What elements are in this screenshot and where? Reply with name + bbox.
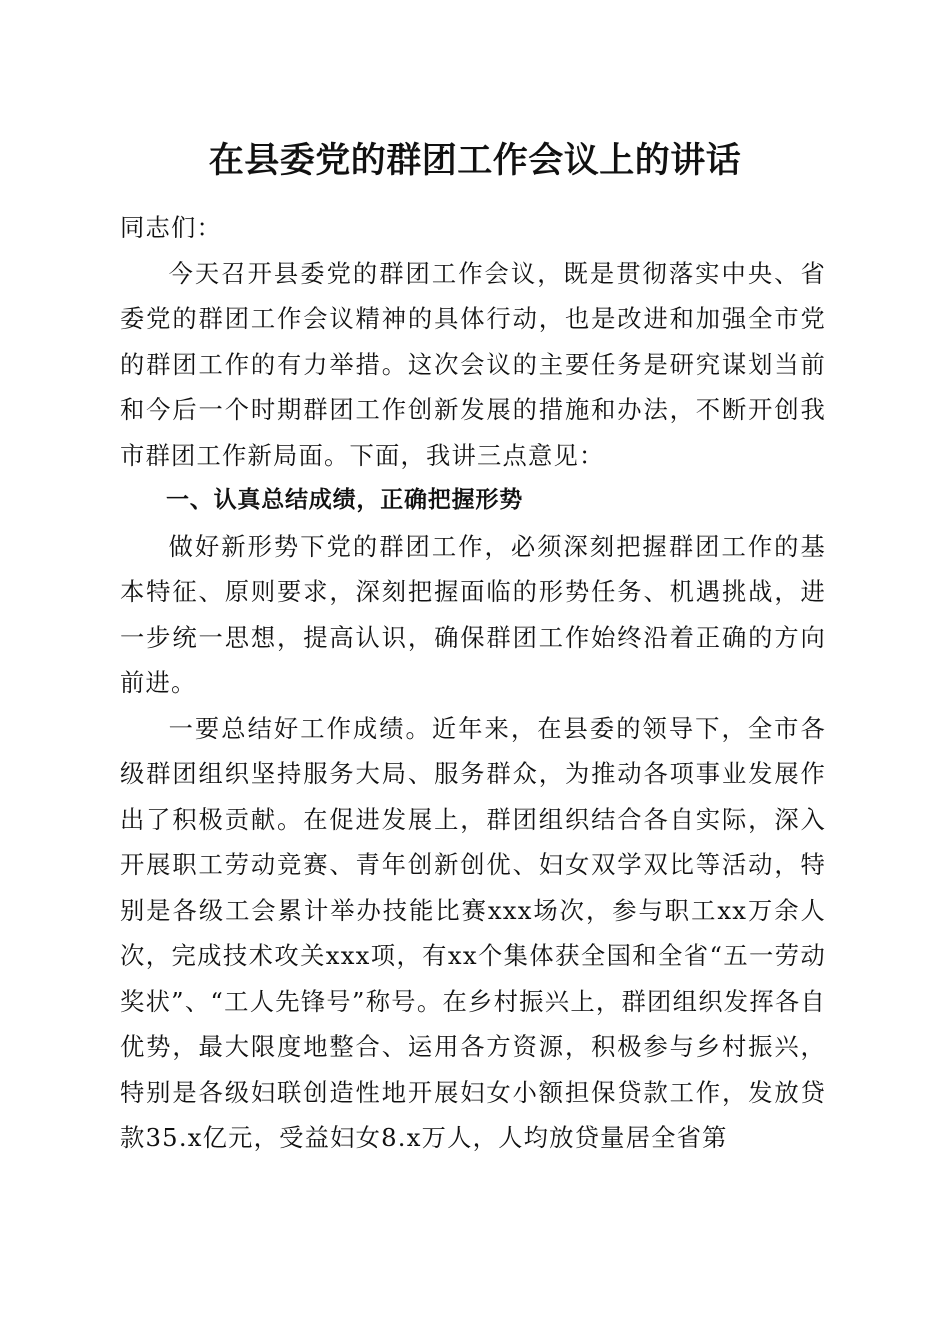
- document-body: [120, 205, 826, 1161]
- section-1-heading: 一、认真总结成绩，正确把握形势: [166, 487, 523, 513]
- section-1-paragraph-2: 一要总结好工作成绩。近年来，在县委的领导下，全市各级群团组织坚持服务大局、服务群众，为推动各项事业发展作出了积极贡献。在促进发展上，群团组织结合各自实际，深入开展职工劳动竞赛、青年创新创优、妇女双学双比等活动，特别是各级工会累计举办技能比赛xxx场次，参与职工xx万余人次，完成技术攻关xxx项，有xx个集体获全国和全省“五一劳动奖状”、“工人先锋号”称号。在乡村振兴上，群团组织发挥各自优势，最大限度地整合、运用各方资源，积极参与乡村振兴，特别是各级妇联创造性地开展妇女小额担保贷款工作，发放贷款35.x亿元，受益妇女8.x万人，人均放贷量居全省第: [120, 713, 826, 1152]
- intro-paragraph: 今天召开县委党的群团工作会议，既是贯彻落实中央、省委党的群团工作会议精神的具体行动，也是改进和加强全市党的群团工作的有力举措。这次会议的主要任务是研究谋划当前和今后一个时期群团工作创新发展的措施和办法，不断开创我市群团工作新局面。下面，我讲三点意见：: [120, 258, 826, 470]
- section-1-paragraph-1: 做好新形势下党的群团工作，必须深刻把握群团工作的基本特征、原则要求，深刻把握面临的形势任务、机遇挑战，进一步统一思想，提高认识，确保群团工作始终沿着正确的方向前进。: [120, 531, 826, 697]
- document-title: 在县委党的群团工作会议上的讲话: [208, 140, 742, 181]
- salutation: 同志们：: [120, 213, 222, 242]
